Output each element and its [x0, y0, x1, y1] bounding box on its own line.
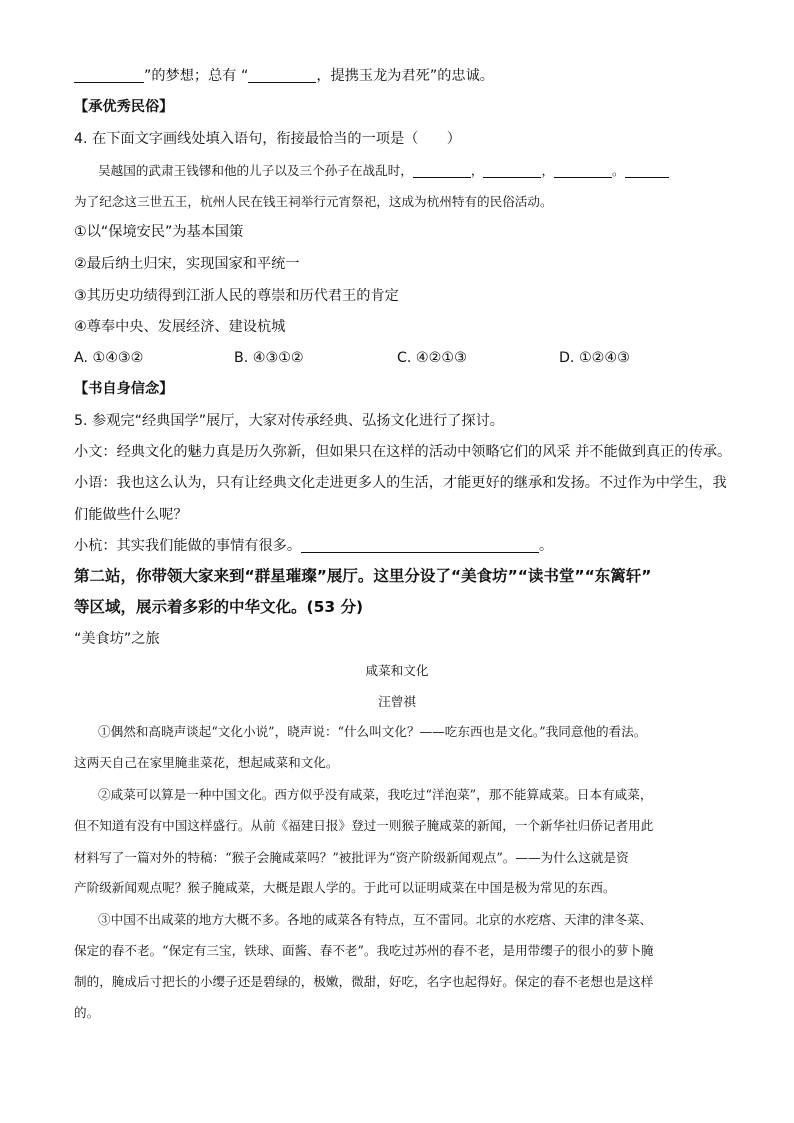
punctuation: ，: [541, 163, 555, 178]
option-b[interactable]: B. ④③①②: [234, 350, 304, 366]
station-2-intro-line-2: 等区域，展示着多彩的中华文化。(53 分): [74, 598, 364, 616]
dialogue-xiaoyu-line-1: 小语：我也这么认为，只有让经典文化走进更多人的生活，才能更好的继承和发扬。不过作为中学生，我: [74, 475, 727, 491]
answer-blank: [554, 163, 612, 178]
option-c[interactable]: C. ④②①③: [397, 350, 467, 366]
article-p1-line-1: ①偶然和高晓声谈起“文化小说”，晓声说：“什么叫文化？——吃东西也是文化。”我同意他的看法。: [98, 724, 647, 739]
article-author: 汪曾祺: [378, 694, 416, 709]
question-4-item-1: ①以“保境安民”为基本国策: [74, 224, 244, 240]
question-4-item-4: ④尊奉中央、发展经济、建设杭城: [74, 319, 286, 335]
answer-blank: [74, 68, 144, 83]
text-segment: ，提携玉龙为君死”的忠诚。: [316, 68, 494, 84]
article-p3-line-3: 制的，腌成后寸把长的小缨子还是碧绿的，极嫩，微甜，好吃，名字也起得好。保定的春不老想也是这样: [74, 974, 654, 989]
answer-blank: [301, 538, 539, 553]
article-p2-line-1: ②咸菜可以算是一种中国文化。西方似乎没有咸菜，我吃过“洋泡菜”，那不能算咸菜。日本有咸菜，: [98, 787, 653, 802]
dialogue-xiaowen: 小文：经典文化的魅力真是历久弥新，但如果只在这样的活动中领略它们的风采 并不能做到真正的传承。: [74, 444, 732, 460]
punctuation: ，: [470, 163, 484, 178]
answer-blank: [625, 163, 669, 178]
dialogue-xiaohang: [74, 536, 553, 556]
poem-fill-line: [74, 66, 494, 86]
article-p3-line-4: 的。: [74, 1005, 100, 1020]
article-p1-line-2: 这两天自己在家里腌韭菜花，想起咸菜和文化。: [74, 755, 339, 770]
article-p2-line-3: 材料写了一篇对外的特稿：“猴子会腌咸菜吗？”被批评为“资产阶级新闻观点”。——为什么这就是资: [74, 850, 629, 865]
meishi-subheading: “美食坊”之旅: [74, 631, 160, 647]
question-4-passage-line-2: 为了纪念这三世五王，杭州人民在钱王祠举行元宵祭祀，这成为杭州特有的民俗活动。: [74, 194, 553, 209]
answer-blank: [483, 163, 541, 178]
question-5-stem: 5. 参观完“经典国学”展厅，大家对传承经典、弘扬文化进行了探讨。: [74, 413, 504, 429]
punctuation: 。: [612, 163, 625, 178]
station-2-intro-line-1: 第二站，你带领大家来到“群星璀璨”展厅。这里分设了“美食坊”“读书堂”“东篱轩”: [74, 567, 652, 585]
question-4-passage-line-1: [98, 161, 669, 181]
answer-blank: [248, 68, 316, 83]
question-4-item-3: ③其历史功绩得到江浙人民的尊崇和历代君王的肯定: [74, 288, 399, 304]
option-a[interactable]: A. ①④③②: [74, 350, 144, 366]
passage-text: 吴越国的武肃王钱镠和他的儿子以及三个孙子在战乱时，: [98, 163, 413, 178]
text-segment: ”的梦想；总有 “: [144, 68, 249, 84]
punctuation: 。: [539, 538, 554, 554]
question-4-item-2: ②最后纳土归宋，实现国家和平统一: [74, 256, 300, 272]
article-title: 咸菜和文化: [365, 663, 429, 678]
dialogue-xiaoyu-line-2: 们能做些什么呢？: [74, 507, 188, 523]
question-4-stem: 4. 在下面文字画线处填入语句，衔接最恰当的一项是（ ）: [74, 131, 461, 147]
answer-blank: [413, 163, 471, 178]
dialogue-text: 小杭：其实我们能做的事情有很多。: [74, 538, 302, 554]
article-p2-line-4: 产阶级新闻观点呢？猴子腌咸菜，大概是跟人学的。于此可以证明咸菜在中国是极为常见的东西。: [74, 880, 616, 895]
option-d[interactable]: D. ①②④③: [559, 350, 630, 366]
article-p3-line-1: ③中国不出咸菜的地方大概不多。各地的咸菜各有特点，互不雷同。北京的水疙瘩、天津的津冬菜、: [98, 912, 653, 927]
section-heading-xinnian: 【书自身信念】: [74, 381, 174, 397]
article-p3-line-2: 保定的春不老。“保定有三宝，铁球、面酱、春不老”。我吃过苏州的春不老，是用带缨子的很小的萝卜腌: [74, 943, 654, 958]
article-p2-line-2: 但不知道有没有中国这样盛行。从前《福建日报》登过一则猴子腌咸菜的新闻，一个新华社归侨记者用此: [74, 818, 654, 833]
section-heading-minsu: 【承优秀民俗】: [74, 99, 174, 115]
